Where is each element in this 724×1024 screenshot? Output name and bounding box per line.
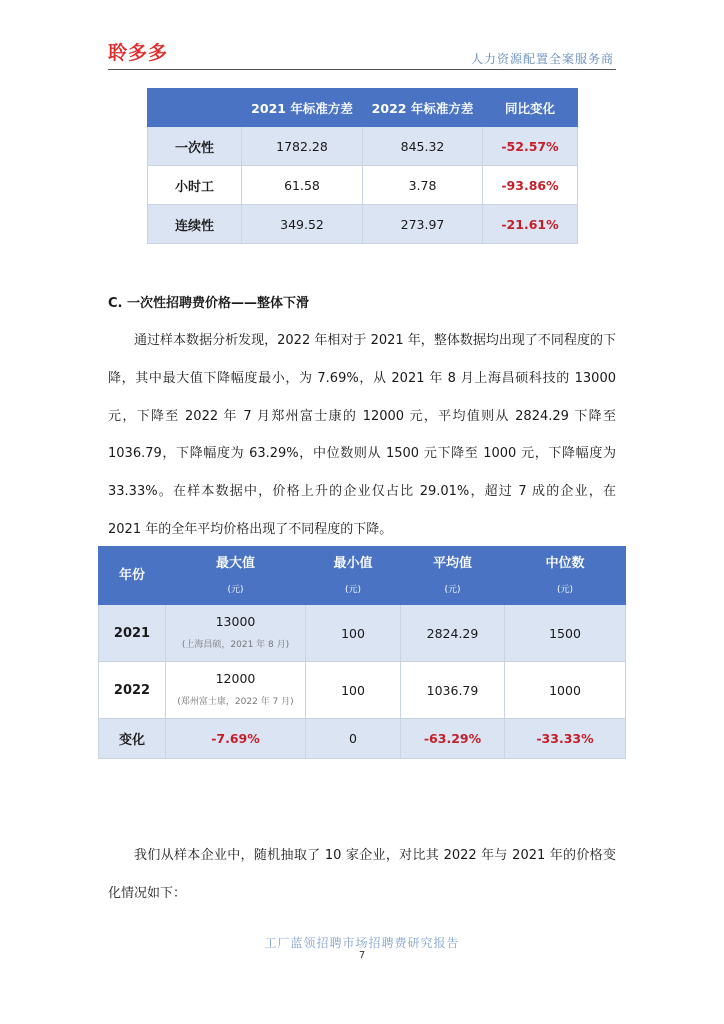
change-cell: -7.69% xyxy=(166,719,306,759)
table-cell: 1782.28 xyxy=(242,127,363,166)
table-cell: 2824.29 xyxy=(401,605,505,662)
table-row xyxy=(99,605,626,662)
table-row xyxy=(148,205,578,244)
table-cell: 273.97 xyxy=(363,205,483,244)
table-cell: 3.78 xyxy=(363,166,483,205)
table-header-cell: 平均值 (元) xyxy=(401,547,505,605)
price-stats-table xyxy=(98,546,626,759)
page-number: 7 xyxy=(358,950,366,961)
table-row xyxy=(99,662,626,719)
table-header-cell: 年份 xyxy=(99,547,166,605)
table-cell xyxy=(166,662,306,719)
max-note: (郑州富士康，2022 年 7 月) xyxy=(177,697,294,707)
std-dev-table xyxy=(147,88,578,244)
brand-logo: 聆多多 xyxy=(108,42,169,64)
max-note: (上海昌硕，2021 年 8 月) xyxy=(181,640,290,650)
max-value: 12000 xyxy=(215,671,256,686)
max-value: 13000 xyxy=(215,614,256,629)
change-cell: -21.61% xyxy=(483,205,578,244)
table-cell: 1036.79 xyxy=(401,662,505,719)
table-header-cell: 2021 年标准方差 xyxy=(242,89,363,127)
table-cell: 1000 xyxy=(505,662,626,719)
row-label: 小时工 xyxy=(148,166,242,205)
table-cell: 1500 xyxy=(505,605,626,662)
row-label: 变化 xyxy=(99,719,166,759)
table-cell: 100 xyxy=(306,662,401,719)
table-header-cell: 最小值 (元) xyxy=(306,547,401,605)
change-cell: -33.33% xyxy=(505,719,626,759)
table-cell: 0 xyxy=(306,719,401,759)
body-paragraph: 我们从样本企业中，随机抽取了 10 家企业，对比其 2022 年与 2021 年的价格变化情况如下： xyxy=(108,848,616,901)
change-cell: -52.57% xyxy=(483,127,578,166)
table-header-cell: 同比变化 xyxy=(483,89,578,127)
change-cell: -93.86% xyxy=(483,166,578,205)
change-cell: -63.29% xyxy=(401,719,505,759)
row-label: 连续性 xyxy=(148,205,242,244)
page-header xyxy=(108,36,616,70)
section-title: C. 一次性招聘费价格——整体下滑 xyxy=(108,296,310,311)
header-tagline: 人力资源配置全案服务商 xyxy=(470,52,614,66)
table-header-cell: 最大值 (元) xyxy=(166,547,306,605)
footer-title: 工厂蓝领招聘市场招聘费研究报告 xyxy=(264,936,460,950)
table-header-cell xyxy=(148,89,242,127)
body-paragraph: 通过样本数据分析发现，2022 年相对于 2021 年，整体数据均出现了不同程度的下降，其中最大值下降幅度最小，为 7.69%，从 2021 年 8 月上海昌硕科技的 13000 元，下降至 2022 年 7 月郑州富士康的 12000 元，平均值则从 2824.29 下降至 1036.79，下降幅度为 63.29%，中位数则从 1500 元下降至 1000 元，下降幅度为 33.33%。在样本数据中，价格上升的企业仅占比 29.01%，超过 7 成的企业，在 2021 年的全年平均价格出现了不同程度的下降。 xyxy=(108,333,616,537)
table-cell: 61.58 xyxy=(242,166,363,205)
table-cell: 100 xyxy=(306,605,401,662)
table-row xyxy=(148,166,578,205)
row-label: 一次性 xyxy=(148,127,242,166)
row-label: 2022 xyxy=(99,662,166,719)
table-row xyxy=(148,127,578,166)
table-header-row xyxy=(148,89,578,127)
table-cell: 349.52 xyxy=(242,205,363,244)
table-cell: 845.32 xyxy=(363,127,483,166)
table-header-row xyxy=(99,547,626,605)
table-header-cell: 中位数 (元) xyxy=(505,547,626,605)
row-label: 2021 xyxy=(99,605,166,662)
table-row xyxy=(99,719,626,759)
table-header-cell: 2022 年标准方差 xyxy=(363,89,483,127)
table-cell xyxy=(166,605,306,662)
